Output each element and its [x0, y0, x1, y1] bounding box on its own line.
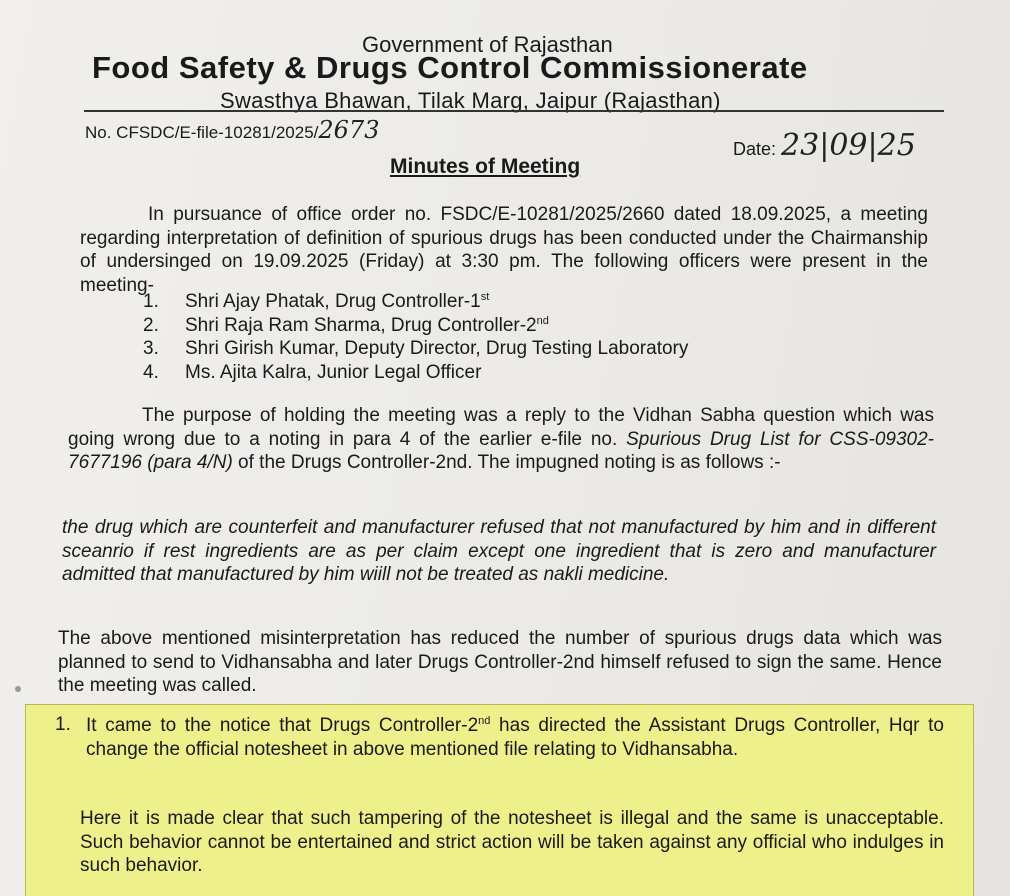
- purpose-text-b: of the Drugs Controller-2nd. The impugned noting is as follows :-: [232, 452, 781, 473]
- officer-number: 3.: [143, 338, 159, 359]
- intro-paragraph: In pursuance of office order no. FSDC/E-10281/2025/2660 dated 18.09.2025, a meeting regarding interpretation of definition of spurious drugs has been conducted under the Chairmanship of undersinged on 19.09.2025 (Friday) at 3:30 pm. The following officers were present in the meeting-: [80, 204, 928, 296]
- file-number: [85, 116, 379, 144]
- point-number: 1.: [55, 714, 71, 735]
- officer-item: [143, 314, 688, 338]
- date-label: Date:: [733, 139, 777, 159]
- file-number-label: No. CFSDC/E-file-10281/2025/: [85, 123, 319, 142]
- officer-number: 1.: [143, 291, 159, 312]
- government-name: Government of Rajasthan: [362, 32, 613, 57]
- officers-list: [143, 290, 688, 384]
- officer-name: Shri Raja Ram Sharma, Drug Controller-2: [185, 314, 537, 336]
- point-1-text-b: has directed the Assistant Drugs Controller, Hqr to change the official notesheet in above mentioned file relating to Vidhansabha.: [86, 715, 945, 760]
- officer-item: [143, 290, 688, 314]
- point-1-suffix: nd: [478, 715, 491, 727]
- officer-name: Shri Girish Kumar, Deputy Director, Drug Testing Laboratory: [185, 338, 689, 359]
- point-1-text-a: It came to the notice that Drugs Controller-2: [86, 715, 479, 736]
- officer-item: [143, 337, 688, 361]
- document-title: Minutes of Meeting: [390, 155, 581, 178]
- officer-number: 2.: [143, 314, 159, 336]
- purpose-file-reference: Spurious Drug List for CSS-09302-7677196 (para 4/N): [68, 428, 934, 473]
- officer-suffix: st: [480, 291, 490, 303]
- officer-item: [143, 361, 688, 385]
- officer-name: Shri Ajay Phatak, Drug Controller-1: [185, 291, 481, 312]
- quoted-noting: the drug which are counterfeit and manufacturer refused that not manufactured by him and in different sceanrio if rest ingredients are as per claim except one ingredient that is zero and manufacturer admitted that manufactured by him wiill not be treated as nakli medicine.: [62, 517, 936, 585]
- officer-number: 4.: [143, 361, 159, 383]
- department-address: Swasthya Bhawan, Tilak Marg, Jaipur (Rajasthan): [220, 88, 721, 113]
- date-handwritten: 23|09|25: [781, 128, 916, 163]
- point-1-followup: Here it is made clear that such tampering of the notesheet is illegal and the same is unacceptable. Such behavior cannot be entertained and strict action will be taken against any official who indulges in such behavior.: [80, 808, 944, 876]
- misinterpretation-paragraph: The above mentioned misinterpretation has reduced the number of spurious drugs data which was planned to send to Vidhansabha and later Drugs Controller-2nd himself refused to sign the same. Hence the meeting was called.: [58, 628, 942, 696]
- purpose-paragraph: [68, 404, 934, 475]
- officer-suffix: nd: [536, 314, 549, 327]
- department-name: Food Safety & Drugs Control Commissionerate: [92, 50, 808, 85]
- point-1-text: [86, 714, 944, 761]
- header-divider: [84, 110, 944, 112]
- punch-hole-mark: [15, 686, 21, 692]
- purpose-text-a: The purpose of holding the meeting was a reply to the Vidhan Sabha question which was going wrong due to a noting in para 4 of the earlier e-file no.: [68, 405, 934, 450]
- file-number-handwritten: 2673: [318, 116, 380, 144]
- date-field: [733, 128, 916, 163]
- officer-name: Ms. Ajita Kalra, Junior Legal Officer: [185, 361, 482, 383]
